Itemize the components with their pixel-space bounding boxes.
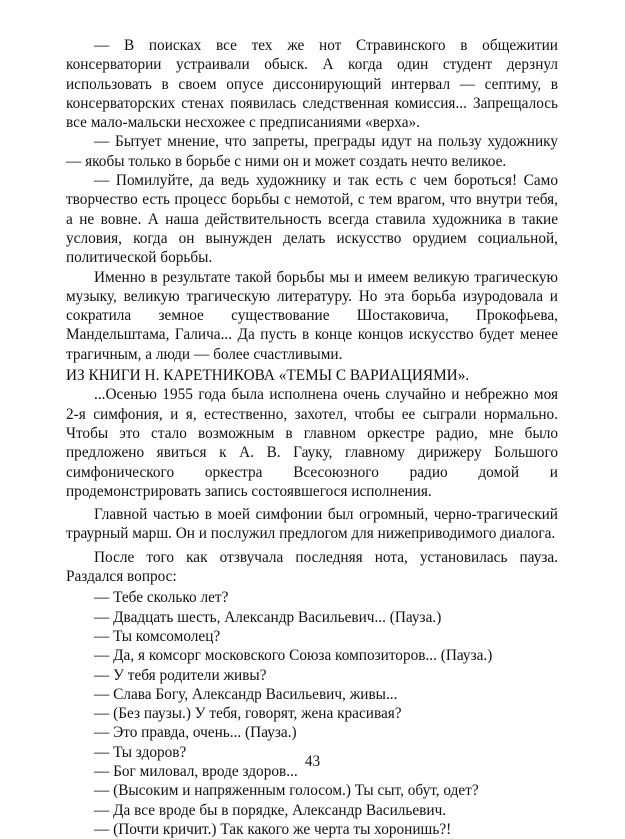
dialogue-line: — Да все вроде бы в порядке, Александр Васильевич.: [94, 801, 447, 819]
dialogue-line: — Да, я комсорг московского Союза композиторов... (Пауза.): [94, 647, 493, 665]
dialogue-line: — (Без паузы.) У тебя, говорят, жена красивая?: [94, 705, 402, 723]
page-number: 43: [304, 753, 321, 770]
paragraph: — Бытует мнение, что запреты, преграды идут на пользу художнику — якобы только в борьбе с ними он и может создать нечто великое.: [66, 133, 558, 170]
dialogue-line: — Двадцать шесть, Александр Васильевич... (Пауза.): [94, 608, 442, 626]
dialogue-line: — Бог миловал, вроде здоров...: [94, 762, 298, 780]
paragraph: — В поисках все тех же нот Стравинского в общежитии консерватории устраивали обыск. А когда один студент дерзнул использовать в своем опусе диссонирующий интервал — септиму, в консерваторских стенах появилась следственная комиссия... Запрещалось все мало-мальски несхожее с предписаниями «верха».: [66, 37, 558, 132]
paragraph: После того как отзвучала последняя нота, установилась пауза. Раздался вопрос:: [66, 548, 558, 586]
dialogue-line: — Тебе сколько лет?: [94, 589, 229, 607]
dialogue-line: — (Высоким и напряженным голосом.) Ты сыт, обут, одет?: [94, 782, 479, 800]
paragraph: Главной частью в моей симфонии был огромный, черно-трагический траурный марш. Он и послужил предлогом для нижеприводимого диалога.: [66, 506, 558, 543]
paragraph: Именно в результате такой борьбы мы и имеем великую трагическую музыку, великую трагическую литературу. Но эта борьба изуродовала и сократила земное существование Шостаковича, Прокофьева, Мандельштама, Галича... Да пусть в конце концов искусство будет менее трагичным, а люди — более счастливыми.: [66, 268, 558, 363]
page-body: [66, 36, 558, 839]
dialogue-line: — (Почти кричит.) Так какого же черта ты хоронишь?!: [94, 820, 452, 838]
paragraph: — Помилуйте, да ведь художнику и так есть с чем бороться! Само творчество есть процесс борьбы с немотой, с тем врагом, что внутри тебя, а не вовне. А наша действительность всегда ставила художника в такие условия, когда он вынужден делать искусство орудием социальной, политической борьбы.: [66, 172, 558, 267]
dialogue-line: — У тебя родители живы?: [94, 666, 267, 684]
dialogue-list: [66, 588, 558, 839]
dialogue-line: — Ты комсомолец?: [94, 627, 221, 645]
dialogue-line: — Слава Богу, Александр Васильевич, живы...: [94, 685, 398, 703]
dialogue-line: — Ты здоров?: [94, 743, 187, 761]
dialogue-line: — Это правда, очень... (Пауза.): [94, 724, 297, 742]
section-heading: ИЗ КНИГИ Н. КАРЕТНИКОВА «ТЕМЫ С ВАРИАЦИЯМИ».: [66, 367, 470, 385]
paragraph: ...Осенью 1955 года была исполнена очень случайно и небрежно моя 2-я симфония, и я, естественно, захотел, чтобы ее сыграли нормально. Чтобы это стало возможным в главном оркестре радио, мне было предложено явиться к А. В. Гауку, главному дирижеру Большого симфонического оркестра Всесоюзного радио домой и продемонстрировать запись состоявшегося исполнения.: [66, 386, 558, 500]
